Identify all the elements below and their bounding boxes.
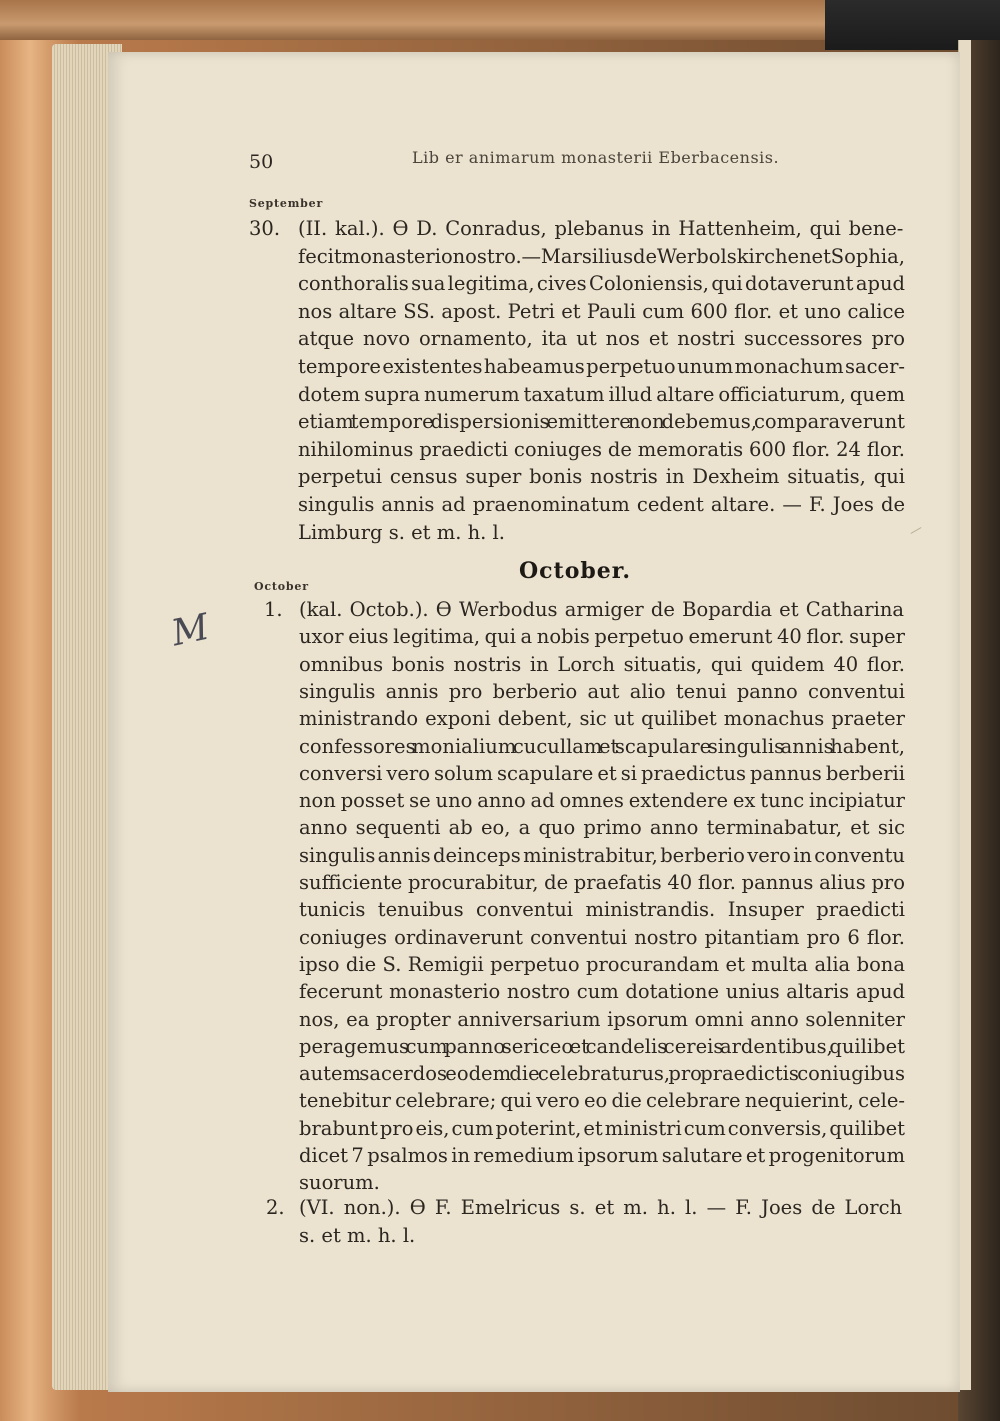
text-line: fecit monasterio nostro. — Marsilius de Werbolskirchen et Sophia,: [298, 244, 905, 268]
text-line: nos, ea propter anniversarium ipsorum omni anno solenniter: [299, 1007, 905, 1031]
margin-label-september: September: [249, 197, 324, 210]
text-line: dotem supra numerum taxatum illud altare officiaturum, quem: [298, 382, 905, 406]
text-line: tempore existentes habeamus perpetuo unum monachum sacer-: [298, 355, 905, 378]
text-line: s. et m. h. l.: [299, 1223, 416, 1247]
text-line: non posset se uno anno ad omnes extendere ex tunc incipiatur: [299, 789, 905, 813]
entry-number: 30.: [249, 217, 281, 240]
entry-number: 2.: [266, 1196, 285, 1219]
margin-label-october: October: [254, 580, 309, 593]
text-line: confessores monialium cucullam et scapulare singulis annis habent,: [299, 734, 905, 758]
text-line: singulis annis deinceps ministrabitur, berberio vero in conventu: [299, 843, 905, 867]
text-line: sufficiente procurabitur, de praefatis 40 flor. pannus alius pro: [299, 871, 905, 894]
text-line: tenebitur celebrare; qui vero eo die celebrare nequierint, cele-: [299, 1089, 905, 1113]
text-line: omnibus bonis nostris in Lorch situatis, qui quidem 40 flor.: [299, 652, 905, 676]
text-line: singulis annis ad praenominatum cedent altare. — F. Joes de: [298, 493, 905, 516]
text-line: conversi vero solum scapulare et si praedictus pannus berberii: [299, 761, 905, 785]
text-line: fecerunt monasterio nostro cum dotatione unius altaris apud: [299, 980, 905, 1004]
text-line: anno sequenti ab eo, a quo primo anno terminabatur, et sic: [299, 816, 905, 840]
text-line: dicet 7 psalmos in remedium ipsorum salutare et progenitorum: [299, 1144, 905, 1167]
text-line: nos altare SS. apost. Petri et Pauli cum 600 flor. et uno calice: [298, 299, 905, 323]
text-line: coniuges ordinaverunt conventui nostro pitantiam pro 6 flor.: [299, 925, 905, 949]
text-line: tunicis tenuibus conventui ministrandis. Insuper praedicti: [299, 898, 905, 922]
text-line: etiam tempore dispersionis emittere non debemus, comparaverunt: [298, 410, 905, 434]
text-line: (kal. Octob.). ϴ Werbodus armiger de Bopardia et Catharina: [299, 598, 905, 621]
text-line: suorum.: [299, 1171, 380, 1195]
text-line: Limburg s. et m. h. l.: [298, 520, 505, 544]
running-head: Lib er animarum monasterii Eberbacensis.: [412, 148, 780, 167]
text-line: perpetui census super bonis nostris in Dexheim situatis, qui: [298, 465, 905, 489]
text-line: uxor eius legitima, qui a nobis perpetuo emerunt 40 flor. super: [299, 625, 905, 649]
text-line: ministrando exponi debent, sic ut quilibet monachus praeter: [299, 707, 905, 731]
text-line: nihilominus praedicti coniuges de memoratis 600 flor. 24 flor.: [298, 437, 905, 461]
text-line: (II. kal.). ϴ D. Conradus, plebanus in Hattenheim, qui bene-: [298, 217, 904, 240]
text-line: autem sacerdos eodem die celebraturus, pro praedictis coniugibus: [299, 1062, 905, 1086]
text-line: conthoralis sua legitima, cives Coloniensis, qui dotaverunt apud: [298, 272, 905, 296]
entry-number: 1.: [264, 598, 283, 621]
handwritten-note: M: [168, 606, 213, 655]
text-line: ipso die S. Remigii perpetuo procurandam et multa alia bona: [299, 952, 905, 976]
text-line: peragemus cum panno sericeo et candelis cereis ardentibus, quilibet: [299, 1034, 905, 1058]
text-line: atque novo ornamento, ita ut nos et nostri successores pro: [298, 327, 905, 351]
text-line: singulis annis pro berberio aut alio tenui panno conventui: [299, 679, 905, 703]
text-line: brabunt pro eis, cum poterint, et ministri cum conversis, quilibet: [299, 1116, 905, 1140]
month-heading: October.: [519, 558, 632, 584]
text-line: (VI. non.). ϴ F. Emelricus s. et m. h. l. — F. Joes de Lorch: [299, 1196, 903, 1219]
page-number: 50: [249, 151, 274, 173]
